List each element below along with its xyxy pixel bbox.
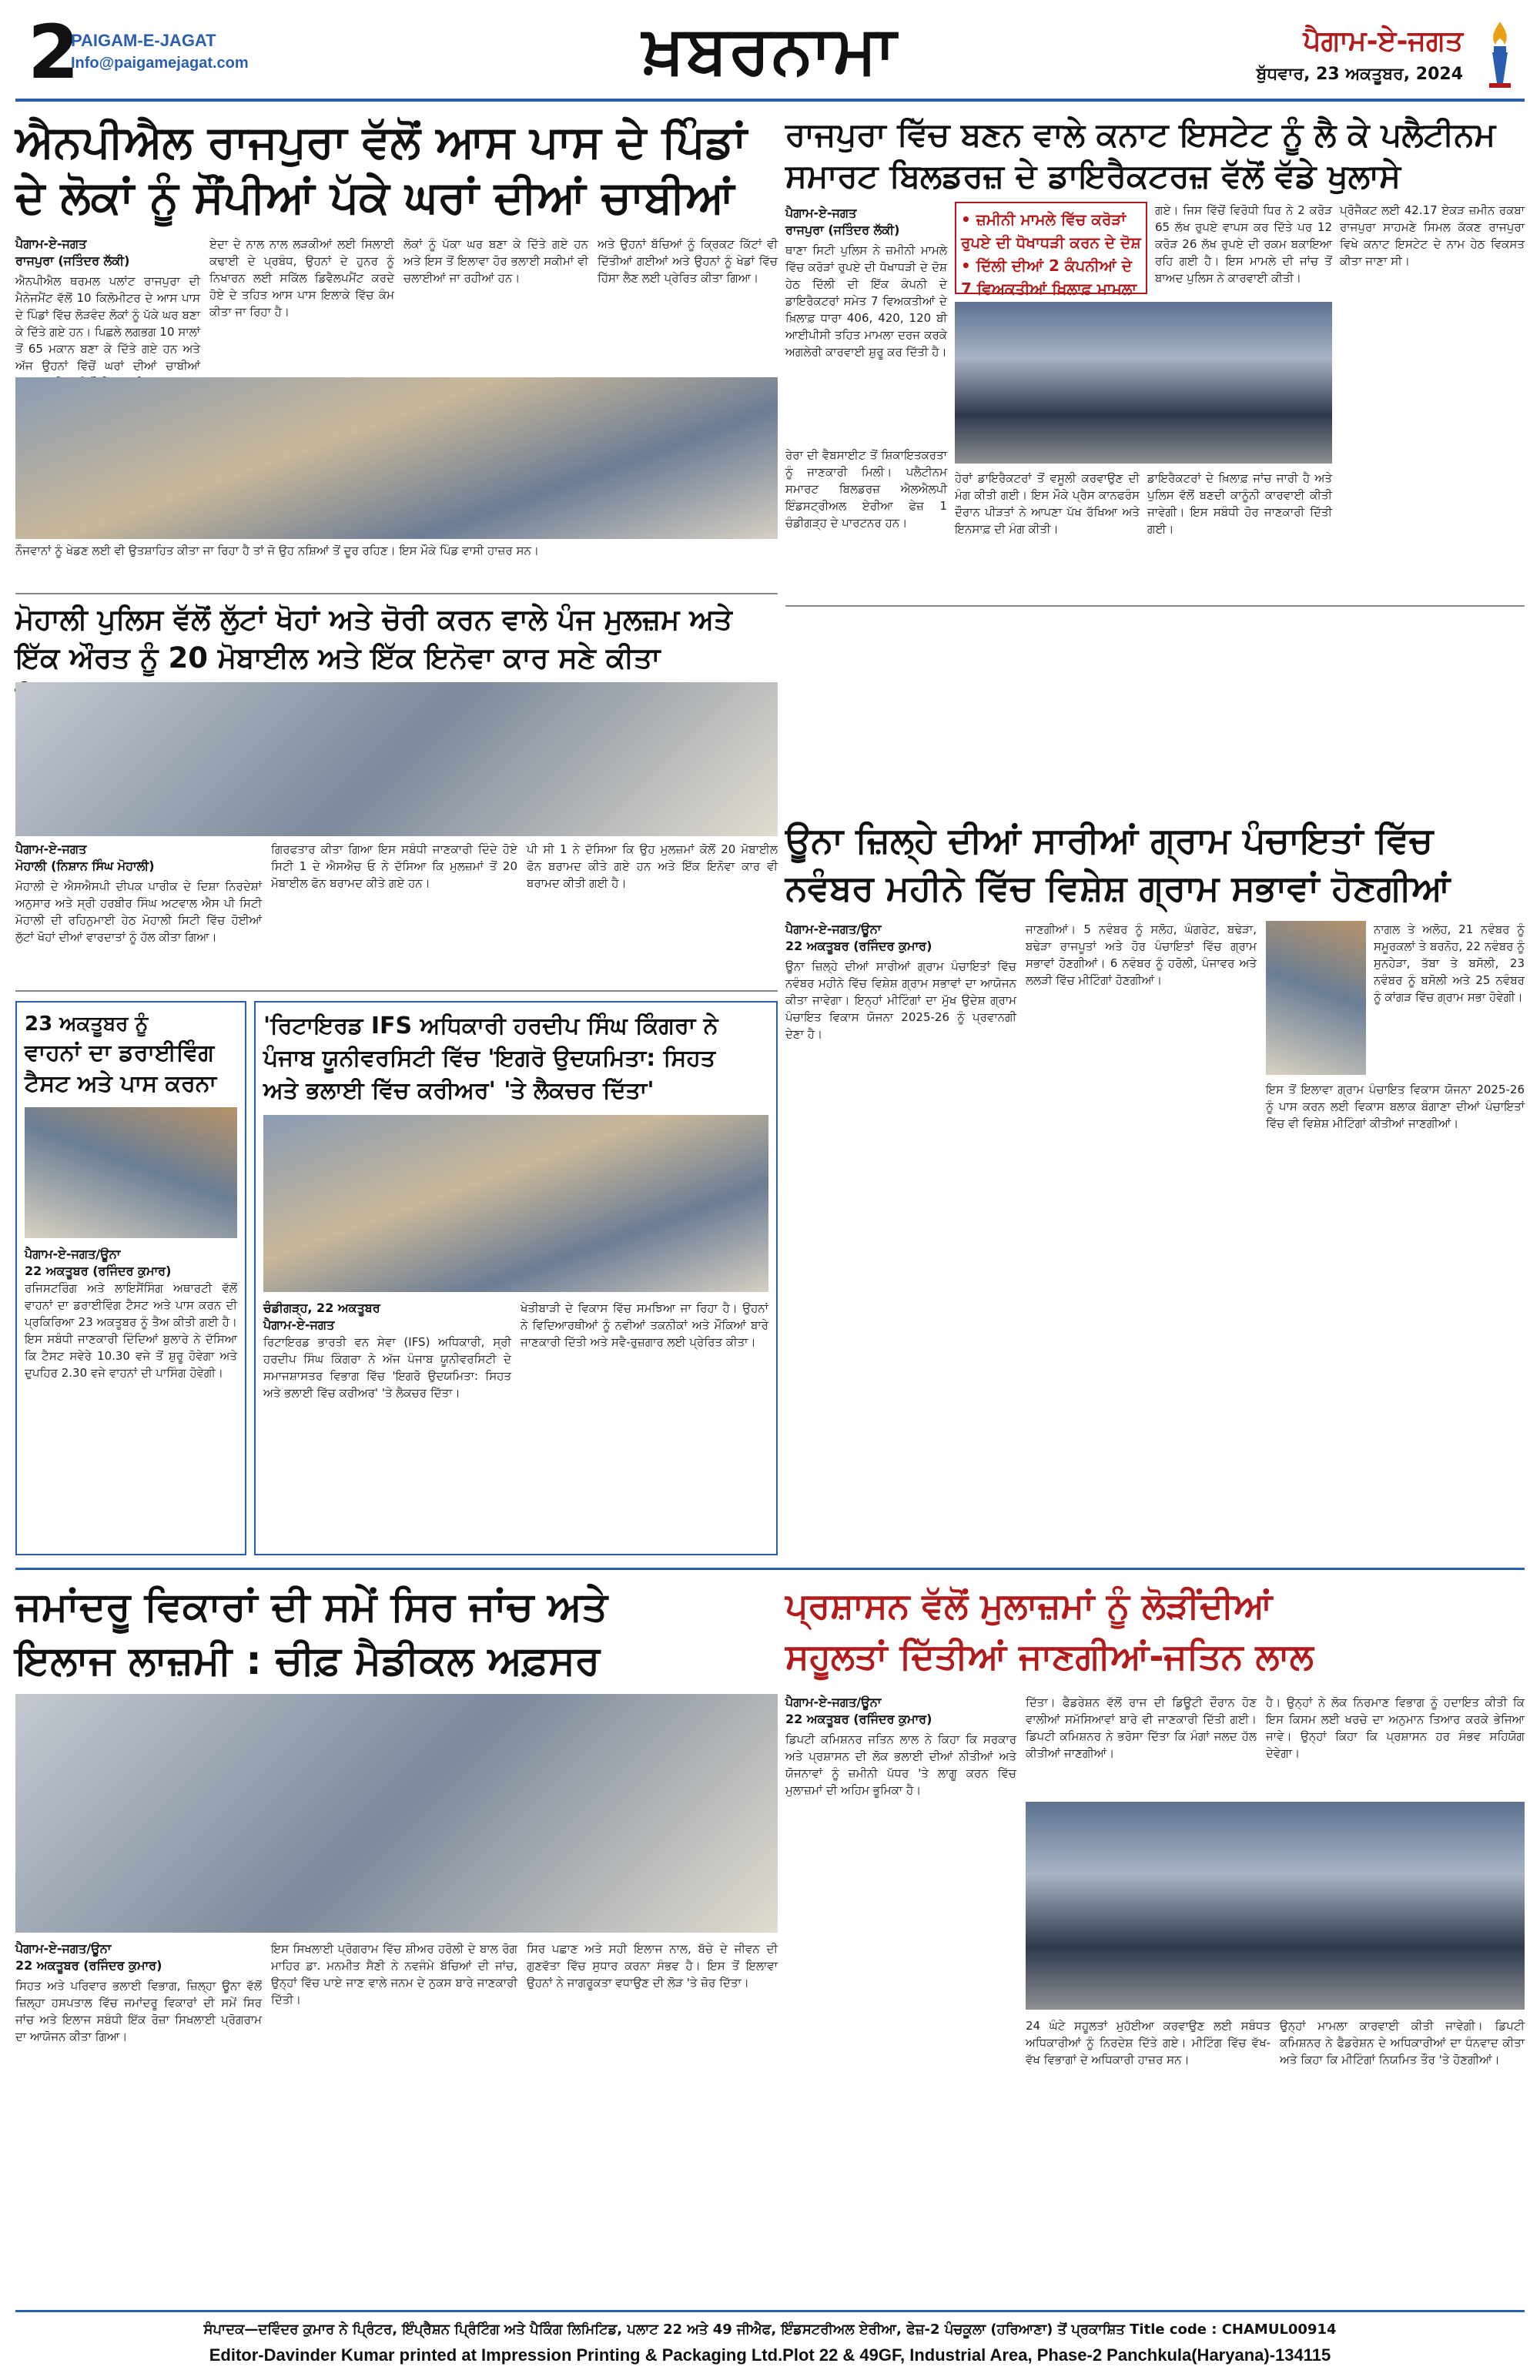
story2-headline-line2: ਸਮਾਰਟ ਬਿਲਡਰਜ਼ ਦੇ ਡਾਇਰੈਕਟਰਜ਼ ਵੱਲੋਂ ਵੱਡੇ ਖੁਲਾਸੇ [785,157,1401,195]
story7-headline-line2: ਇਲਾਜ ਲਾਜ਼ਮੀ : ਚੀਫ਼ ਮੈਡੀਕਲ ਅਫ਼ਸਰ [15,1638,601,1684]
story5-byline-source: ਪੈਗਾਮ-ਏ-ਜਗਤ/ਊਨਾ [25,1247,121,1261]
story6-byline-place: ਪੈਗਾਮ-ਏ-ਜਗਤ [263,1317,335,1332]
story2-col4: ਗਏ। ਜਿਸ ਵਿੱਚੋਂ ਵਿਰੋਧੀ ਧਿਰ ਨੇ 2 ਕਰੋੜ 65 ਲੱਖ ਰੁਪਏ ਵਾਪਸ ਕਰ ਦਿੱਤੇ ਪਰ 12 ਕਰੋੜ 26 ਲੱਖ ਰੁਪਏ ਦੀ ਰਕਮ ਬਕਾਇਆ ਰਹਿ ਗਈ ਹੈ। ਇਸ ਮਾਮਲੇ ਦੀ ਜਾਂਚ ਤੋਂ ਬਾਅਦ ਪੁਲਿਸ ਨੇ ਕਾਰਵਾਈ ਕੀਤੀ। [1155,203,1332,285]
story2-byline-source: ਪੈਗਾਮ-ਏ-ਜਗਤ [785,206,857,220]
story1-col3: ਲੋਕਾਂ ਨੂੰ ਪੱਕਾ ਘਰ ਬਣਾ ਕੇ ਦਿੱਤੇ ਗਏ ਹਨ ਅਤੇ ਇਸ ਤੋਂ ਇਲਾਵਾ ਹੋਰ ਭਲਾਈ ਸਕੀਮਾਂ ਵੀ ਚਲਾਈਆਂ ਜਾ ਰਹੀਆਂ ਹਨ। [403,237,588,285]
footer-rule [15,2310,1525,2312]
story6-photo [263,1115,768,1292]
story1-col4: ਅਤੇ ਉਹਨਾਂ ਬੱਚਿਆਂ ਨੂੰ ਕ੍ਰਿਕਟ ਕਿੱਟਾਂ ਵੀ ਦਿੱਤੀਆਂ ਗਈਆਂ ਅਤੇ ਉਹਨਾਂ ਨੂੰ ਖੇਡਾਂ ਵਿੱਚ ਹਿੱਸਾ ਲੈਣ ਲਈ ਪ੍ਰੇਰਿਤ ਕੀਤਾ ਗਿਆ। [598,237,778,285]
story8-col2: ਦਿੱਤਾ। ਫੈਡਰੇਸ਼ਨ ਵੱਲੋਂ ਰਾਜ ਦੀ ਡਿਊਟੀ ਦੌਰਾਨ ਹੋਣ ਵਾਲੀਆਂ ਸਮੱਸਿਆਵਾਂ ਬਾਰੇ ਵੀ ਜਾਣਕਾਰੀ ਦਿੱਤੀ ਗਈ। ਡਿਪਟੀ ਕਮਿਸ਼ਨਰ ਨੇ ਭਰੋਸਾ ਦਿੱਤਾ ਕਿ ਮੰਗਾਂ ਜਲਦ ਹੱਲ ਕੀਤੀਆਂ ਜਾਣਗੀਆਂ। [1026,1695,1257,1760]
story6-col2: ਖੇਤੀਬਾੜੀ ਦੇ ਵਿਕਾਸ ਵਿੱਚ ਸਮਝਿਆ ਜਾ ਰਿਹਾ ਹੈ। ਉਹਨਾਂ ਨੇ ਵਿਦਿਆਰਥੀਆਂ ਨੂੰ ਨਵੀਆਂ ਤਕਨੀਕਾਂ ਅਤੇ ਮੌਕਿਆਂ ਬਾਰੇ ਜਾਣਕਾਰੀ ਦਿੱਤੀ ਅਤੇ ਸਵੈ-ਰੁਜ਼ਗਾਰ ਲਈ ਪ੍ਰੇਰਿਤ ਕੀਤਾ। [521,1301,768,1349]
story4-byline-source: ਪੈਗਾਮ-ਏ-ਜਗਤ/ਊਨਾ [785,922,882,936]
story1-photo [15,377,778,539]
story1-headline-line1: ਐਨਪੀਐਲ ਰਾਜਪੁਰਾ ਵੱਲੋਂ ਆਸ ਪਾਸ ਦੇ ਪਿੰਡਾਂ [15,115,747,168]
story6-headline-line2: ਪੰਜਾਬ ਯੂਨੀਵਰਸਿਟੀ ਵਿੱਚ 'ਇਗਰੋ ਉਦਯਮਿਤਾ: ਸਿਹਤ [263,1045,715,1072]
story4-col2: ਜਾਣਗੀਆਂ। 5 ਨਵੰਬਰ ਨੂੰ ਸਲੋਹ, ਘੰਗਰੇਟ, ਬਢੇੜਾ, ਬਢੇੜਾ ਰਾਜਪੂਤਾਂ ਅਤੇ ਹੋਰ ਪੰਚਾਇਤਾਂ ਵਿੱਚ ਗ੍ਰਾਮ ਸਭਾਵਾਂ ਹੋਣਗੀਆਂ। 6 ਨਵੰਬਰ ਨੂੰ ਹਰੋਲੀ, ਪੰਜਾਵਰ ਅਤੇ ਲਲੜੀ ਵਿੱਚ ਮੀਟਿੰਗਾਂ ਹੋਣਗੀਆਂ। [1026,922,1257,987]
story3-col3: ਪੀ ਸੀ 1 ਨੇ ਦੱਸਿਆ ਕਿ ਉਹ ਮੁਲਜ਼ਮਾਂ ਕੋਲੋਂ 20 ਮੋਬਾਈਲ ਫੋਨ ਬਰਾਮਦ ਕੀਤੇ ਗਏ ਹਨ ਅਤੇ ਇੱਕ ਇਨੋਵਾ ਕਾਰ ਵੀ ਬਰਾਮਦ ਕੀਤੀ ਗਈ ਹੈ। [527,842,778,890]
story1-byline [15,236,200,269]
story7-col3: ਸਿਰ ਪਛਾਣ ਅਤੇ ਸਹੀ ਇਲਾਜ ਨਾਲ, ਬੱਚੇ ਦੇ ਜੀਵਨ ਦੀ ਗੁਣਵੱਤਾ ਵਿੱਚ ਸੁਧਾਰ ਕਰਨਾ ਸੰਭਵ ਹੈ। ਇਸ ਤੋਂ ਇਲਾਵਾ ਉਹਨਾਂ ਨੇ ਜਾਗਰੂਕਤਾ ਵਧਾਉਣ ਦੀ ਲੋੜ 'ਤੇ ਜ਼ੋਰ ਦਿੱਤਾ। [527,1942,778,1990]
publication-email[interactable]: Info@paigamejagat.com [71,55,249,72]
page-number: 2 [28,9,79,95]
story6-headline-line1: 'ਰਿਟਾਇਰਡ IFS ਅਧਿਕਾਰੀ ਹਰਦੀਪ ਸਿੰਘ ਕਿੰਗਰਾ ਨੇ [263,1013,718,1039]
story4-headline [785,816,1525,912]
story1-byline-place: ਰਾਜਪੁਰਾ (ਜਤਿੰਦਰ ਲੱਕੀ) [15,253,130,268]
publication-name: PAIGAM-E-JAGAT [71,31,216,50]
story4-portrait [1266,921,1366,1075]
story2-bullet-1: • ਜ਼ਮੀਨੀ ਮਾਮਲੇ ਵਿੱਚ ਕਰੋੜਾਂ ਰੁਪਏ ਦੀ ਧੋਖਾਧੜੀ ਕਰਨ ਦੇ ਦੋਸ਼ [961,210,1141,252]
story3-col2: ਗਿਰਫਤਾਰ ਕੀਤਾ ਗਿਆ ਇਸ ਸਬੰਧੀ ਜਾਣਕਾਰੀ ਦਿੰਦੇ ਹੋਏ ਸਿਟੀ 1 ਦੇ ਐਸਐਚ ਓ ਨੇ ਦੱਸਿਆ ਕਿ ਮੁਲਜ਼ਮਾਂ ਤੋਂ 20 ਮੋਬਾਈਲ ਫੋਨ ਬਰਾਮਦ ਕੀਤੇ ਗਏ ਹਨ। [271,842,517,890]
story1-byline-source: ਪੈਗਾਮ-ਏ-ਜਗਤ [15,236,87,251]
story2-highlights-box [955,202,1147,298]
story6-headline-line3: ਅਤੇ ਭਲਾਈ ਵਿੱਚ ਕਰੀਅਰ' 'ਤੇ ਲੈਕਚਰ ਦਿੱਤਾ' [263,1077,654,1104]
lower-section-rule [15,1568,1525,1570]
story5-box [15,1001,246,1555]
issue-date: ਬੁੱਧਵਾਰ, 23 ਅਕਤੂਬਰ, 2024 [1256,65,1463,84]
story5-kicker: 23 ਅਕਤੂਬਰ ਨੂੰ [25,1013,149,1036]
story8-headline-line2: ਸਹੂਲਤਾਂ ਦਿੱਤੀਆਂ ਜਾਣਗੀਆਂ-ਜਤਿਨ ਲਾਲ [785,1635,1314,1677]
story3-col1: ਮੋਹਾਲੀ ਦੇ ਐਸਐਸਪੀ ਦੀਪਕ ਪਾਰੀਕ ਦੇ ਦਿਸ਼ਾ ਨਿਰਦੇਸ਼ਾਂ ਅਨੁਸਾਰ ਅਤੇ ਸ੍ਰੀ ਹਰਬੀਰ ਸਿੰਘ ਅਟਵਾਲ ਐਸ ਪੀ ਸਿਟੀ ਮੋਹਾਲੀ ਦੀ ਰਹਿਨੁਮਾਈ ਹੇਠ ਮੋਹਾਲੀ ਸਿਟੀ ਵਿੱਚ ਹੋਈਆਂ ਲੁੱਟਾਂ ਖੋਹਾਂ ਦੀਆਂ ਵਾਰਦਾਤਾਂ ਨੂੰ ਹੱਲ ਕੀਤਾ ਗਿਆ। [15,879,262,944]
story5-byline-place: 22 ਅਕਤੂਬਰ (ਰਜਿੰਦਰ ਕੁਮਾਰ) [25,1264,172,1278]
story2-headline-line1: ਰਾਜਪੁਰਾ ਵਿੱਚ ਬਣਨ ਵਾਲੇ ਕਨਾਟ ਇਸਟੇਟ ਨੂੰ ਲੈ ਕੇ ਪਲੈਟੀਨਮ [785,115,1496,153]
brand-name: ਪੈਗਾਮ-ਏ-ਜਗਤ [1303,25,1463,57]
story3-headline-line2: ਇੱਕ ਔਰਤ ਨੂੰ 20 ਮੋਬਾਈਲ ਅਤੇ ਇੱਕ ਇਨੋਵਾ ਕਾਰ ਸਣੇ ਕੀਤਾ [15,641,661,675]
story4-headline-line2: ਨਵੰਬਰ ਮਹੀਨੇ ਵਿੱਚ ਵਿਸ਼ੇਸ਼ ਗ੍ਰਾਮ ਸਭਾਵਾਂ ਹੋਣਗੀਆਂ [785,867,1451,909]
story6-byline-source: ਚੰਡੀਗੜ੍ਹ, 22 ਅਕਤੂਬਰ [263,1300,380,1315]
story8-byline [785,1694,1016,1728]
story5-portrait [25,1107,237,1238]
story2-bullet-2: • ਦਿੱਲੀ ਦੀਆਂ 2 ਕੰਪਨੀਆਂ ਦੇ 7 ਵਿਅਕਤੀਆਂ ਖ਼ਿਲਾਫ਼ ਮਾਮਲਾ [961,256,1137,298]
story1-col1: ਐਨਪੀਐਲ ਥਰਮਲ ਪਲਾਂਟ ਰਾਜਪੁਰਾ ਦੀ ਮੈਨੇਜਮੈਂਟ ਵੱਲੋਂ 10 ਕਿਲੋਮੀਟਰ ਦੇ ਆਸ ਪਾਸ ਦੇ ਪਿੰਡਾਂ ਵਿੱਚ ਲੋੜਵੰਦ ਲੋਕਾਂ ਨੂੰ ਪੱਕੇ ਘਰ ਬਣਾ ਕੇ ਦਿੱਤੇ ਗਏ ਹਨ। ਪਿਛਲੇ ਲਗਭਗ 10 ਸਾਲਾਂ ਤੋਂ 65 ਮਕਾਨ ਬਣਾ ਕੇ ਦਿੱਤੇ ਗਏ ਹਨ ਅਤੇ ਅੱਜ ਉਹਨਾਂ ਵਿੱਚੋਂ ਘਰਾਂ ਦੀਆਂ ਚਾਬੀਆਂ [15,274,200,373]
section-title: ਖ਼ਬਰਨਾਮਾ [642,12,898,89]
story2-headline [785,114,1525,197]
story1-col-under-photo: ਨੌਜਵਾਨਾਂ ਨੂੰ ਖੇਡਣ ਲਈ ਵੀ ਉਤਸ਼ਾਹਿਤ ਕੀਤਾ ਜਾ ਰਿਹਾ ਹੈ ਤਾਂ ਜੋ ਉਹ ਨਸ਼ਿਆਂ ਤੋਂ ਦੂਰ ਰਹਿਣ। ਇਸ ਮੌਕੇ ਪਿੰਡ ਵਾਸੀ ਹਾਜ਼ਰ ਸਨ। [15,544,539,557]
story3-headline-line1: ਮੋਹਾਲੀ ਪੁਲਿਸ ਵੱਲੋਂ ਲੁੱਟਾਂ ਖੋਹਾਂ ਅਤੇ ਚੋਰੀ ਕਰਨ ਵਾਲੇ ਪੰਜ ਮੁਲਜ਼ਮ ਅਤੇ [15,603,732,636]
story8-byline-source: ਪੈਗਾਮ-ਏ-ਜਗਤ/ਊਨਾ [785,1695,882,1709]
story7-col2: ਇਸ ਸਿਖਲਾਈ ਪ੍ਰੋਗਰਾਮ ਵਿੱਚ ਸ਼ੀਅਰ ਹਰੋਲੀ ਦੇ ਬਾਲ ਰੋਗ ਮਾਹਿਰ ਡਾ. ਮਨਮੀਤ ਸੈਣੀ ਨੇ ਨਵਜੰਮੇ ਬੱਚਿਆਂ ਦੀ ਜਾਂਚ, ਉਨ੍ਹਾਂ ਵਿੱਚ ਪਾਏ ਜਾਣ ਵਾਲੇ ਜਨਮ ਦੇ ਨੁਕਸ ਬਾਰੇ ਜਾਣਕਾਰੀ ਦਿੱਤੀ। [271,1942,517,2007]
story3-byline-source: ਪੈਗਾਮ-ਏ-ਜਗਤ [15,842,87,856]
story7-headline-line1: ਜਮਾਂਦਰੂ ਵਿਕਾਰਾਂ ਦੀ ਸਮੇਂ ਸਿਰ ਜਾਂਚ ਅਤੇ [15,1584,608,1630]
story2-divider [785,605,1525,607]
torch-emblem-icon [1471,17,1529,94]
story8-headline [785,1580,1525,1682]
story8-photo [1026,1802,1525,2010]
story8-col3: ਹੈ। ਉਨ੍ਹਾਂ ਨੇ ਲੋਕ ਨਿਰਮਾਣ ਵਿਭਾਗ ਨੂੰ ਹਦਾਇਤ ਕੀਤੀ ਕਿ ਇਸ ਕਿਸਮ ਲਈ ਖਰਚੇ ਦਾ ਅਨੁਮਾਨ ਤਿਆਰ ਕਰਕੇ ਭੇਜਿਆ ਜਾਵੇ। ਉਨ੍ਹਾਂ ਕਿਹਾ ਕਿ ਪ੍ਰਸ਼ਾਸਨ ਹਰ ਸੰਭਵ ਸਹਿਯੋਗ ਦੇਵੇਗਾ। [1266,1695,1525,1760]
story6-box [254,1001,778,1555]
story4-byline [785,921,1016,955]
story7-photo [15,1694,778,1933]
story4-headline-line1: ਊਨਾ ਜ਼ਿਲ੍ਹੇ ਦੀਆਂ ਸਾਰੀਆਂ ਗ੍ਰਾਮ ਪੰਚਾਇਤਾਂ ਵਿੱਚ [785,819,1434,861]
story7-byline-place: 22 ਅਕਤੂਬਰ (ਰਜਿੰਦਰ ਕੁਮਾਰ) [15,1958,162,1973]
story1-headline [15,114,778,225]
footer-imprint-punjabi: ਸੰਪਾਦਕ—ਦਵਿੰਦਰ ਕੁਮਾਰ ਨੇ ਪ੍ਰਿੰਟਰ, ਇੰਪ੍ਰੈਸ਼ਨ ਪ੍ਰਿੰਟਿੰਗ ਅਤੇ ਪੈਕਿੰਗ ਲਿਮਿਟਿਡ, ਪਲਾਟ 22 ਅਤੇ 49 ਜੀਐਫ, ਇੰਡਸਟਰੀਅਲ ਏਰੀਆ, ਫੇਜ਼-2 ਪੰਚਕੂਲਾ (ਹਰਿਆਣਾ) ਤੋਂ ਪ੍ਰਕਾਸ਼ਿਤ Title code : CHAMUL00914 [203,2321,1337,2338]
story2-byline-place: ਰਾਜਪੁਰਾ (ਜਤਿੰਦਰ ਲੱਕੀ) [785,223,900,237]
story1-headline-line2: ਦੇ ਲੋਕਾਂ ਨੂੰ ਸੌਂਪੀਆਂ ਪੱਕੇ ਘਰਾਂ ਦੀਆਂ ਚਾਬੀਆਂ [15,171,735,223]
story2-col-under2: ਡਾਇਰੈਕਟਰਾਂ ਦੇ ਖ਼ਿਲਾਫ਼ ਜਾਂਚ ਜਾਰੀ ਹੈ ਅਤੇ ਪੁਲਿਸ ਵੱਲੋਂ ਬਣਦੀ ਕਾਨੂੰਨੀ ਕਾਰਵਾਈ ਕੀਤੀ ਜਾਵੇਗੀ। ਇਸ ਸਬੰਧੀ ਹੋਰ ਜਾਣਕਾਰੀ ਦਿੱਤੀ ਗਈ। [1147,471,1332,536]
story3-byline [15,841,262,875]
story5-headline-line2: ਟੈਸਟ ਅਤੇ ਪਾਸ ਕਰਨਾ [25,1070,217,1097]
story3-divider [15,990,778,992]
story3-byline-place: ਮੋਹਾਲੀ (ਨਿਸ਼ਾਨ ਸਿੰਘ ਮੋਹਾਲੀ) [15,859,155,873]
story2-photo [955,302,1332,464]
story2-col1: ਥਾਣਾ ਸਿਟੀ ਪੁਲਿਸ ਨੇ ਜ਼ਮੀਨੀ ਮਾਮਲੇ ਵਿੱਚ ਕਰੋੜਾਂ ਰੁਪਏ ਦੀ ਧੋਖਾਧੜੀ ਦੇ ਦੋਸ਼ ਹੇਠ ਦਿੱਲੀ ਦੀ ਇੱਕ ਕੰਪਨੀ ਦੇ ਡਾਇਰੈਕਟਰਾਂ ਸਮੇਤ 7 ਵਿਅਕਤੀਆਂ ਦੇ ਖ਼ਿਲਾਫ਼ ਧਾਰਾ 406, 420, 120 ਬੀ ਆਈਪੀਸੀ ਤਹਿਤ ਮਾਮਲਾ ਦਰਜ ਕਰਕੇ ਅਗਲੇਰੀ ਕਾਰਵਾਈ ਸ਼ੁਰੂ ਕਰ ਦਿੱਤੀ ਹੈ। [785,243,947,359]
story2-byline [785,205,947,239]
story4-byline-place: 22 ਅਕਤੂਬਰ (ਰਜਿੰਦਰ ਕੁਮਾਰ) [785,939,932,953]
story4-col4: ਇਸ ਤੋਂ ਇਲਾਵਾ ਗ੍ਰਾਮ ਪੰਚਾਇਤ ਵਿਕਾਸ ਯੋਜਨਾ 2025-26 ਨੂੰ ਪਾਸ ਕਰਨ ਲਈ ਵਿਕਾਸ ਬਲਾਕ ਬੰਗਾਣਾ ਦੀਆਂ ਪੰਚਾਇਤਾਂ ਵਿੱਚ ਵੀ ਵਿਸ਼ੇਸ਼ ਮੀਟਿੰਗਾਂ ਕੀਤੀਆਂ ਜਾਣਗੀਆਂ। [1266,1083,1525,1130]
story8-col1: ਡਿਪਟੀ ਕਮਿਸ਼ਨਰ ਜਤਿਨ ਲਾਲ ਨੇ ਕਿਹਾ ਕਿ ਸਰਕਾਰ ਅਤੇ ਪ੍ਰਸ਼ਾਸਨ ਦੀ ਲੋਕ ਭਲਾਈ ਦੀਆਂ ਨੀਤੀਆਂ ਅਤੇ ਯੋਜਨਾਵਾਂ ਨੂੰ ਜ਼ਮੀਨੀ ਪੱਧਰ 'ਤੇ ਲਾਗੂ ਕਰਨ ਵਿੱਚ ਮੁਲਾਜ਼ਮਾਂ ਦੀ ਅਹਿਮ ਭੂਮਿਕਾ ਹੈ। [785,1732,1016,1797]
footer-imprint-english: Editor-Davinder Kumar printed at Impression Printing & Packaging Ltd.Plot 22 & 49GF, Industrial Area, Phase-2 Panchkula(Haryana)-134115 [209,2345,1331,2365]
story7-headline [15,1580,778,1688]
story5-body: ਰਜਿਸਟਰਿੰਗ ਅਤੇ ਲਾਇਸੈਂਸਿੰਗ ਅਥਾਰਟੀ ਵੱਲੋਂ ਵਾਹਨਾਂ ਦਾ ਡਰਾਈਵਿੰਗ ਟੈਸਟ ਅਤੇ ਪਾਸ ਕਰਨ ਦੀ ਪ੍ਰਕਿਰਿਆ 23 ਅਕਤੂਬਰ ਨੂੰ ਤੈਅ ਕੀਤੀ ਗਈ ਹੈ। ਇਸ ਸਬੰਧੀ ਜਾਣਕਾਰੀ ਦਿੰਦਿਆਂ ਬੁਲਾਰੇ ਨੇ ਦੱਸਿਆ ਕਿ ਟੈਸਟ ਸਵੇਰੇ 10.30 ਵਜੇ ਤੋਂ ਸ਼ੁਰੂ ਹੋਵੇਗਾ ਅਤੇ ਦੁਪਹਿਰ 2.30 ਵਜੇ ਵਾਹਨਾਂ ਦੀ ਪਾਸਿੰਗ ਹੋਵੇਗੀ। [25,1281,237,1380]
story1-divider [15,593,778,594]
story4-col1: ਊਨਾ ਜ਼ਿਲ੍ਹੇ ਦੀਆਂ ਸਾਰੀਆਂ ਗ੍ਰਾਮ ਪੰਚਾਇਤਾਂ ਵਿੱਚ ਨਵੰਬਰ ਮਹੀਨੇ ਵਿੱਚ ਵਿਸ਼ੇਸ਼ ਗ੍ਰਾਮ ਸਭਾਵਾਂ ਦਾ ਆਯੋਜਨ ਕੀਤਾ ਜਾਵੇਗਾ। ਇਨ੍ਹਾਂ ਮੀਟਿੰਗਾਂ ਦਾ ਮੁੱਖ ਉਦੇਸ਼ ਗ੍ਰਾਮ ਪੰਚਾਇਤ ਵਿਕਾਸ ਯੋਜਨਾ 2025-26 ਨੂੰ ਪ੍ਰਵਾਨਗੀ ਦੇਣਾ ਹੈ। [785,959,1016,1041]
story4-col3: ਨਾਗਲ ਤੇ ਅਲੋਹ, 21 ਨਵੰਬਰ ਨੂੰ ਸਮੂਰਕਲਾਂ ਤੇ ਬਰਨੋਹ, 22 ਨਵੰਬਰ ਨੂੰ ਸੁਨਹੇੜਾ, ਤੱਬਾ ਤੇ ਬਸੋਲੀ, 23 ਨਵੰਬਰ ਨੂੰ ਬਸੋਲੀ ਅਤੇ 25 ਨਵੰਬਰ ਨੂੰ ਕਾਂਗੜ ਵਿੱਚ ਗ੍ਰਾਮ ਸਭਾ ਹੋਵੇਗੀ। [1374,922,1525,1004]
story8-col-under2: ਉਨ੍ਹਾਂ ਮਾਮਲਾ ਕਾਰਵਾਈ ਕੀਤੀ ਜਾਵੇਗੀ। ਡਿਪਟੀ ਕਮਿਸ਼ਨਰ ਨੇ ਫੈਡਰੇਸ਼ਨ ਦੇ ਅਧਿਕਾਰੀਆਂ ਦਾ ਧੰਨਵਾਦ ਕੀਤਾ ਅਤੇ ਕਿਹਾ ਕਿ ਮੀਟਿੰਗਾਂ ਨਿਯਮਿਤ ਤੌਰ 'ਤੇ ਹੋਣਗੀਆਂ। [1280,2019,1525,2067]
story8-byline-place: 22 ਅਕਤੂਬਰ (ਰਜਿੰਦਰ ਕੁਮਾਰ) [785,1712,932,1726]
story6-col1: ਰਿਟਾਇਰਡ ਭਾਰਤੀ ਵਨ ਸੇਵਾ (IFS) ਅਧਿਕਾਰੀ, ਸ੍ਰੀ ਹਰਦੀਪ ਸਿੰਘ ਕਿੰਗਰਾ ਨੇ ਅੱਜ ਪੰਜਾਬ ਯੂਨੀਵਰਸਿਟੀ ਦੇ ਸਮਾਜਸ਼ਾਸਤਰ ਵਿਭਾਗ ਵਿੱਚ 'ਇਗਰੋ ਉਦਯਮਿਤਾ: ਸਿਹਤ ਅਤੇ ਭਲਾਈ ਵਿੱਚ ਕਰੀਅਰ' 'ਤੇ ਲੈਕਚਰ ਦਿੱਤਾ। [263,1335,511,1400]
story2-col2: ਰੇਰਾ ਦੀ ਵੈਬਸਾਈਟ ਤੋਂ ਸ਼ਿਕਾਇਤਕਰਤਾ ਨੂੰ ਜਾਣਕਾਰੀ ਮਿਲੀ। ਪਲੈਟੀਨਮ ਸਮਾਰਟ ਬਿਲਡਰਜ਼ ਐਲਐਲਪੀ ਇੰਡਸਟ੍ਰੀਅਲ ਏਰੀਆ ਫੇਜ਼ 1 ਚੰਡੀਗੜ੍ਹ ਦੇ ਪਾਰਟਨਰ ਹਨ। [785,448,947,530]
story2-col-under: ਹੇਰਾਂ ਡਾਇਰੈਕਟਰਾਂ ਤੋਂ ਵਸੂਲੀ ਕਰਵਾਉਣ ਦੀ ਮੰਗ ਕੀਤੀ ਗਈ। ਇਸ ਮੌਕੇ ਪ੍ਰੈਸ ਕਾਨਫਰੰਸ ਦੌਰਾਨ ਪੀੜਤਾਂ ਨੇ ਆਪਣਾ ਪੱਖ ਰੱਖਿਆ ਅਤੇ ਇਨਸਾਫ਼ ਦੀ ਮੰਗ ਕੀਤੀ। [955,471,1140,536]
masthead-rule [15,99,1525,102]
story8-headline-line1: ਪ੍ਰਸ਼ਾਸਨ ਵੱਲੋਂ ਮੁਲਾਜ਼ਮਾਂ ਨੂੰ ਲੋੜੀਂਦੀਆਂ [785,1585,1273,1626]
story7-byline-source: ਪੈਗਾਮ-ਏ-ਜਗਤ/ਊਨਾ [15,1941,112,1956]
story7-col1: ਸਿਹਤ ਅਤੇ ਪਰਿਵਾਰ ਭਲਾਈ ਵਿਭਾਗ, ਜ਼ਿਲ੍ਹਾ ਊਨਾ ਵੱਲੋਂ ਜ਼ਿਲ੍ਹਾ ਹਸਪਤਾਲ ਵਿੱਚ ਜਮਾਂਦਰੂ ਵਿਕਾਰਾਂ ਦੀ ਸਮੇਂ ਸਿਰ ਜਾਂਚ ਅਤੇ ਇਲਾਜ ਸਬੰਧੀ ਇੱਕ ਰੋਜ਼ਾ ਸਿਖਲਾਈ ਪ੍ਰੋਗਰਾਮ ਦਾ ਆਯੋਜਨ ਕੀਤਾ ਗਿਆ। [15,1979,262,2044]
story1-col2: ਏਦਾ ਦੇ ਨਾਲ ਨਾਲ ਲੜਕੀਆਂ ਲਈ ਸਿਲਾਈ ਕਢਾਈ ਦੇ ਪ੍ਰਬੰਧ, ਉਹਨਾਂ ਦੇ ਹੁਨਰ ਨੂੰ ਨਿਖਾਰਨ ਲਈ ਸਕਿੱਲ ਡਿਵੈਲਪਮੈਂਟ ਕਰਦੇ ਹੋਏ ਦੇ ਤਹਿਤ ਆਸ ਪਾਸ ਇਲਾਕੇ ਵਿੱਚ ਕੰਮ ਕੀਤਾ ਜਾ ਰਿਹਾ ਹੈ। [209,237,394,319]
story5-headline-line1: ਵਾਹਨਾਂ ਦਾ ਡਰਾਈਵਿੰਗ [25,1039,215,1066]
story7-byline [15,1940,262,1974]
story3-photo [15,682,778,836]
story2-col3: ਪ੍ਰੋਜੈਕਟ ਲਈ 42.17 ਏਕੜ ਜ਼ਮੀਨ ਰਕਬਾ ਰਾਜਪੁਰਾ ਸਾਹਮਣੇ ਸਿਮਲ ਕੱਕਣ ਰਾਜਪੁਰਾ ਵਿਖੇ ਕਨਾਟ ਇਸਟੇਟ ਦੇ ਨਾਮ ਹੇਠ ਵਿਕਸਤ ਕੀਤਾ ਜਾਣਾ ਸੀ। [1340,203,1525,268]
story8-col-under: 24 ਘੰਟੇ ਸਹੂਲਤਾਂ ਮੁਹੱਈਆ ਕਰਵਾਉਣ ਲਈ ਸਬੰਧਤ ਅਧਿਕਾਰੀਆਂ ਨੂੰ ਨਿਰਦੇਸ਼ ਦਿੱਤੇ ਗਏ। ਮੀਟਿੰਗ ਵਿੱਚ ਵੱਖ-ਵੱਖ ਵਿਭਾਗਾਂ ਦੇ ਅਧਿਕਾਰੀ ਹਾਜ਼ਰ ਸਨ। [1026,2019,1270,2067]
